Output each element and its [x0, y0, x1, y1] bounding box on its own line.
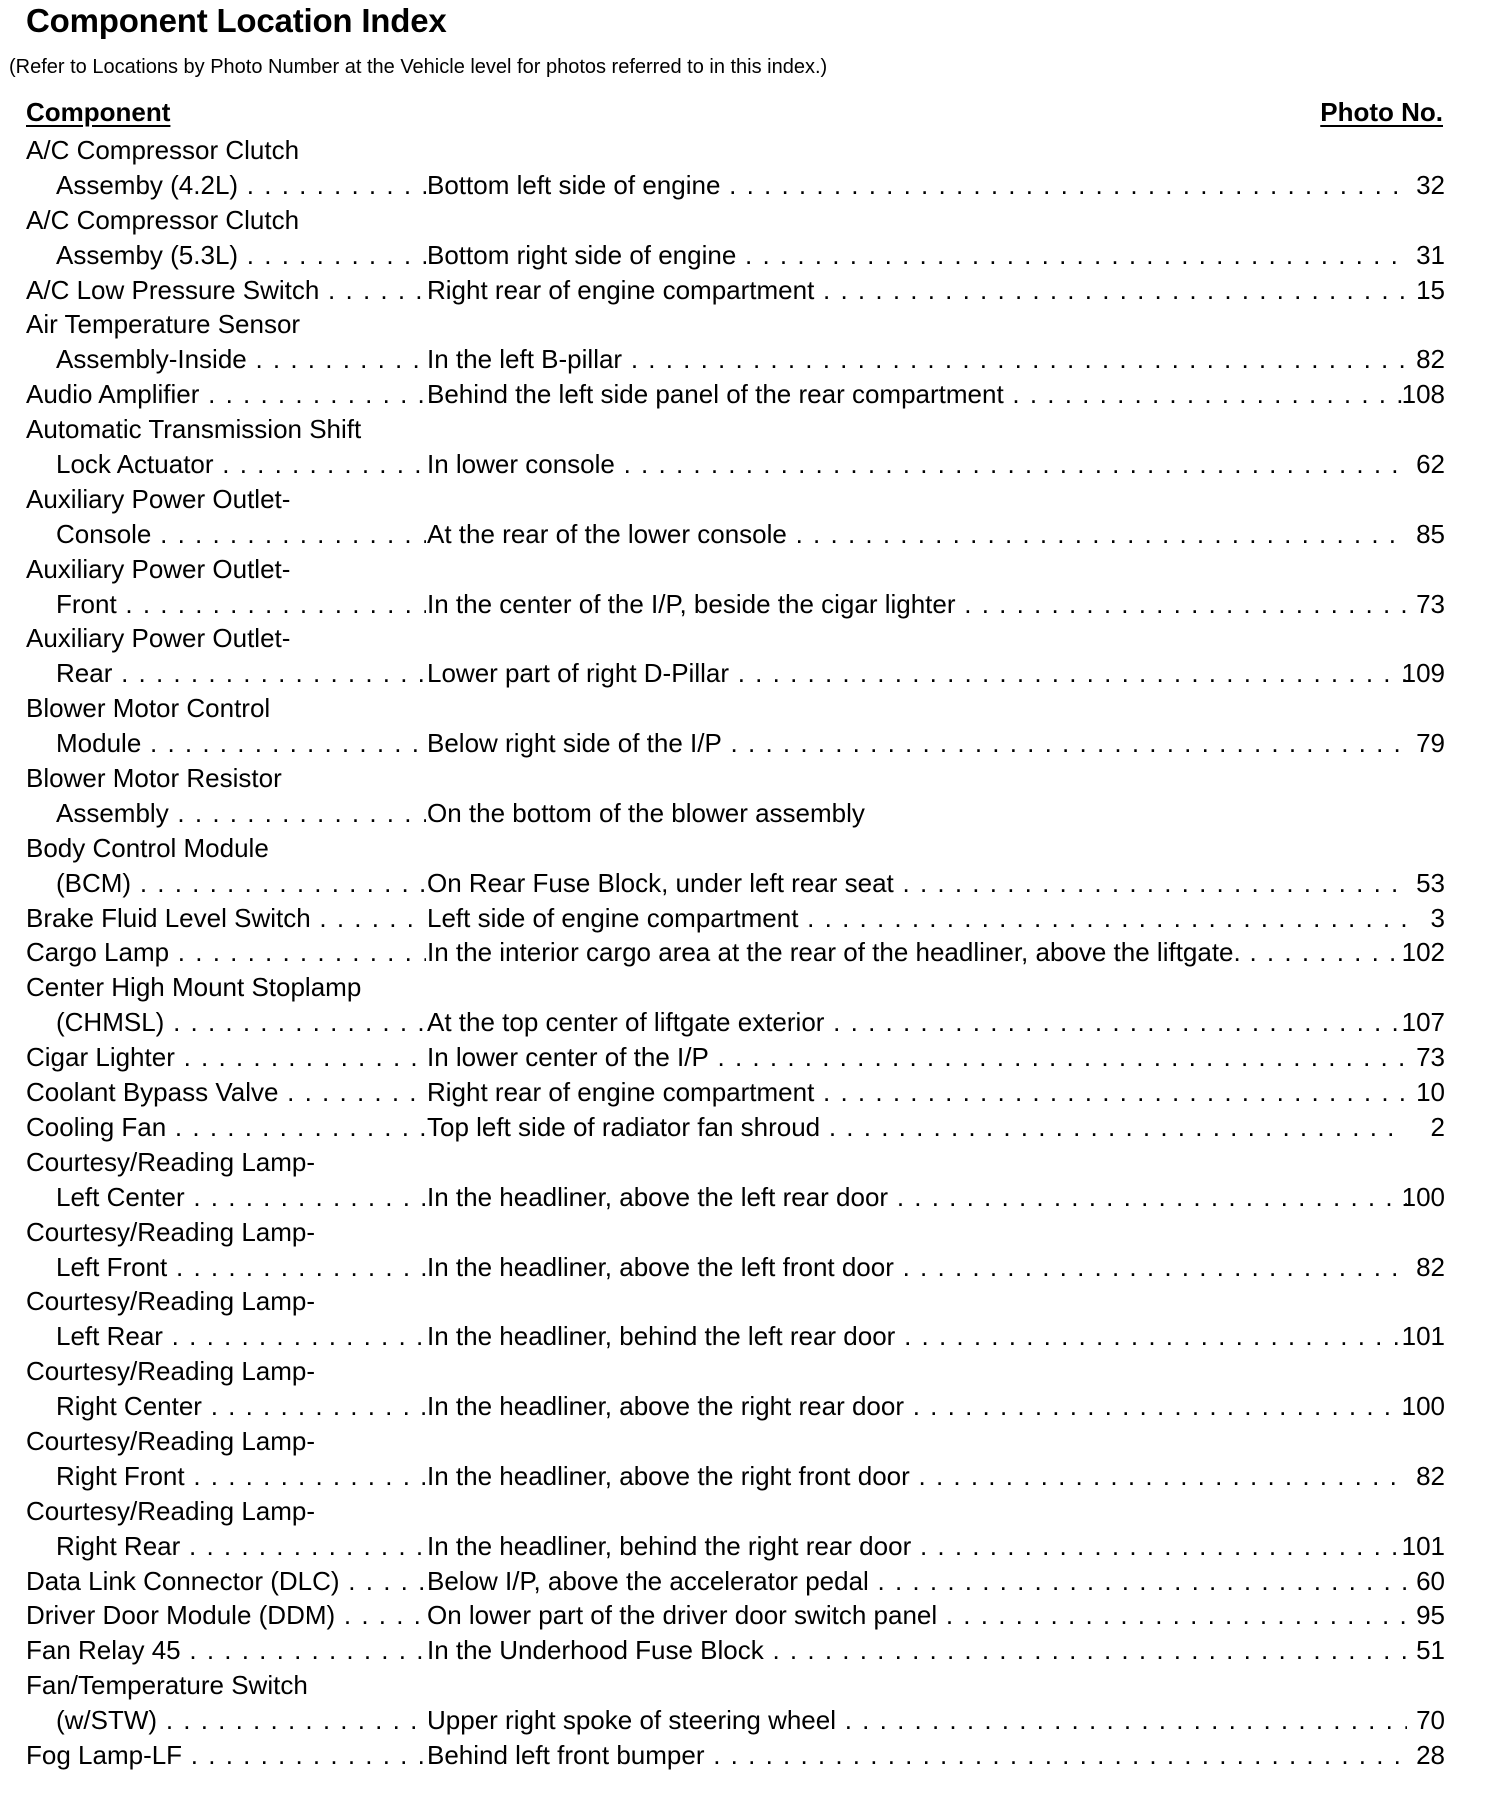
component-name: Right Front . . .	[26, 1459, 426, 1494]
component-name: Auxiliary Power Outlet-	[26, 483, 291, 514]
index-row	[26, 203, 1445, 238]
index-row	[26, 1459, 1445, 1494]
component-name: Right Center . . .	[26, 1389, 426, 1424]
component-location: On lower part of the driver door switch panel . . .	[427, 1598, 1407, 1633]
component-location: Top left side of radiator fan shroud . . .	[427, 1110, 1407, 1145]
component-name: Fan Relay 45 . . .	[26, 1633, 426, 1668]
component-location: In the center of the I/P, beside the cigar lighter . . .	[427, 587, 1407, 622]
index-row	[26, 377, 1445, 412]
index-row	[26, 133, 1445, 168]
component-name: Courtesy/Reading Lamp-	[26, 1356, 316, 1387]
page-title: Component Location Index	[26, 2, 447, 39]
index-row	[26, 1564, 1445, 1599]
component-name: Blower Motor Control	[26, 693, 271, 724]
component-name: Courtesy/Reading Lamp-	[26, 1146, 316, 1177]
page-subtitle: (Refer to Locations by Photo Number at the Vehicle level for photos referred to in this index.)	[9, 56, 828, 78]
photo-number: 95	[1416, 1600, 1445, 1631]
index-row	[26, 307, 1445, 342]
photo-number: 60	[1416, 1565, 1445, 1596]
photo-number: 107	[1401, 1007, 1445, 1038]
photo-number: 101	[1401, 1321, 1445, 1352]
component-name: Rear . . .	[26, 656, 426, 691]
component-location: Lower part of right D-Pillar . . .	[427, 656, 1407, 691]
component-location: In the Underhood Fuse Block . . .	[427, 1633, 1407, 1668]
photo-number: 3	[1430, 902, 1445, 933]
photo-number: 28	[1416, 1739, 1445, 1770]
component-name: Automatic Transmission Shift	[26, 414, 362, 445]
photo-number: 32	[1416, 169, 1445, 200]
component-location: In lower center of the I/P . . .	[427, 1040, 1407, 1075]
component-location: On Rear Fuse Block, under left rear seat . . .	[427, 866, 1407, 901]
column-header-component: Component	[26, 97, 171, 127]
index-row	[26, 1668, 1445, 1703]
component-name: Console . . .	[26, 517, 426, 552]
photo-number: 79	[1416, 728, 1445, 759]
component-location: Bottom left side of engine . . .	[427, 168, 1407, 203]
index-row	[26, 761, 1445, 796]
index-row	[26, 1633, 1445, 1668]
component-location: In the headliner, above the right rear door . . .	[427, 1389, 1407, 1424]
index-row	[26, 726, 1445, 761]
component-location: In the headliner, behind the right rear door . . .	[427, 1529, 1407, 1564]
index-row	[26, 1110, 1445, 1145]
component-name: A/C Low Pressure Switch . . .	[26, 273, 426, 308]
index-row	[26, 866, 1445, 901]
component-name: (CHMSL) . . .	[26, 1005, 426, 1040]
photo-number: 73	[1416, 1042, 1445, 1073]
component-name: Left Center . . .	[26, 1180, 426, 1215]
component-name: Assemby (4.2L) . . .	[26, 168, 426, 203]
index-row	[26, 1145, 1445, 1180]
component-name: Left Rear . . .	[26, 1319, 426, 1354]
component-location: Below right side of the I/P . . .	[427, 726, 1407, 761]
component-name: Driver Door Module (DDM) . . .	[26, 1598, 426, 1633]
component-name: Air Temperature Sensor	[26, 309, 301, 340]
component-location: Left side of engine compartment . . .	[427, 901, 1407, 936]
index-row	[26, 552, 1445, 587]
component-name: Assemby (5.3L) . . .	[26, 238, 426, 273]
photo-number: 82	[1416, 1251, 1445, 1282]
component-name: Cigar Lighter . . .	[26, 1040, 426, 1075]
index-row	[26, 1703, 1445, 1738]
index-row	[26, 587, 1445, 622]
component-name: Auxiliary Power Outlet-	[26, 553, 291, 584]
index-row	[26, 412, 1445, 447]
index-row	[26, 1529, 1445, 1564]
component-name: Courtesy/Reading Lamp-	[26, 1216, 316, 1247]
component-name: Courtesy/Reading Lamp-	[26, 1425, 316, 1456]
component-location: Upper right spoke of steering wheel . . .	[427, 1703, 1407, 1738]
photo-number: 70	[1416, 1705, 1445, 1736]
component-name: (w/STW) . . .	[26, 1703, 426, 1738]
photo-number: 82	[1416, 344, 1445, 375]
component-location: In lower console . . .	[427, 447, 1407, 482]
column-header-photo-no: Photo No.	[1320, 97, 1443, 127]
component-location: In the headliner, above the right front door . . .	[427, 1459, 1407, 1494]
index-row	[26, 656, 1445, 691]
component-name: Courtesy/Reading Lamp-	[26, 1286, 316, 1317]
component-name: Left Front . . .	[26, 1250, 426, 1285]
photo-number: 100	[1401, 1391, 1445, 1422]
component-name: Lock Actuator . . .	[26, 447, 426, 482]
component-name: Brake Fluid Level Switch . . .	[26, 901, 426, 936]
index-row	[26, 1180, 1445, 1215]
photo-number: 15	[1416, 274, 1445, 305]
index-row	[26, 517, 1445, 552]
photo-number: 108	[1401, 379, 1445, 410]
photo-number: 31	[1416, 239, 1445, 270]
index-row	[26, 1250, 1445, 1285]
component-name: (BCM) . . .	[26, 866, 426, 901]
component-location: On the bottom of the blower assembly	[427, 797, 865, 828]
component-location: In the headliner, above the left front door . . .	[427, 1250, 1407, 1285]
photo-number: 62	[1416, 449, 1445, 480]
index-row	[26, 482, 1445, 517]
index-row	[26, 1005, 1445, 1040]
index-row	[26, 621, 1445, 656]
index-row	[26, 691, 1445, 726]
index-row	[26, 901, 1445, 936]
component-name: A/C Compressor Clutch	[26, 135, 300, 165]
component-name: Body Control Module	[26, 832, 269, 863]
index-row	[26, 273, 1445, 308]
component-name: Blower Motor Resistor	[26, 763, 282, 794]
component-location: In the headliner, behind the left rear door . . .	[427, 1319, 1407, 1354]
component-name: Courtesy/Reading Lamp-	[26, 1495, 316, 1526]
photo-number: 53	[1416, 867, 1445, 898]
component-name: Coolant Bypass Valve . . .	[26, 1075, 426, 1110]
index-row	[26, 1598, 1445, 1633]
index-row	[26, 831, 1445, 866]
component-name: Fog Lamp-LF . . .	[26, 1738, 426, 1773]
index-row	[26, 935, 1445, 970]
component-location: Behind the left side panel of the rear compartment . . .	[427, 377, 1407, 412]
index-row	[26, 447, 1445, 482]
component-name: Module . . .	[26, 726, 426, 761]
component-name: A/C Compressor Clutch	[26, 204, 300, 235]
index-row	[26, 1319, 1445, 1354]
component-location: Right rear of engine compartment . . .	[427, 1075, 1407, 1110]
photo-number: 102	[1401, 937, 1445, 968]
component-name: Auxiliary Power Outlet-	[26, 623, 291, 654]
component-name: Assembly-Inside . . .	[26, 342, 426, 377]
index-row	[26, 1075, 1445, 1110]
index-row	[26, 1284, 1445, 1319]
photo-number: 73	[1416, 588, 1445, 619]
photo-number: 10	[1416, 1077, 1445, 1108]
component-index-list	[26, 133, 1445, 1773]
component-name: Assembly . . .	[26, 796, 426, 831]
component-name: Center High Mount Stoplamp	[26, 972, 362, 1003]
index-row	[26, 1354, 1445, 1389]
component-location: Bottom right side of engine . . .	[427, 238, 1407, 273]
photo-number: 109	[1401, 658, 1445, 689]
photo-number: 101	[1401, 1530, 1445, 1561]
component-name: Audio Amplifier . . .	[26, 377, 426, 412]
component-location: Behind left front bumper . . .	[427, 1738, 1407, 1773]
component-name: Cargo Lamp . . .	[26, 935, 426, 970]
index-row	[26, 970, 1445, 1005]
photo-number: 82	[1416, 1460, 1445, 1491]
component-name: Fan/Temperature Switch	[26, 1670, 308, 1701]
index-row	[26, 342, 1445, 377]
index-row	[26, 168, 1445, 203]
index-row	[26, 1389, 1445, 1424]
index-row	[26, 1494, 1445, 1529]
component-name: Cooling Fan . . .	[26, 1110, 426, 1145]
component-location: At the top center of liftgate exterior . . .	[427, 1005, 1407, 1040]
component-name: Data Link Connector (DLC) . . .	[26, 1564, 426, 1599]
photo-number: 2	[1430, 1111, 1445, 1142]
component-location: In the headliner, above the left rear door . . .	[427, 1180, 1407, 1215]
index-row	[26, 1040, 1445, 1075]
component-location: In the interior cargo area at the rear of the headliner, above the liftgate. . . .	[427, 935, 1407, 970]
component-location: In the left B-pillar . . .	[427, 342, 1407, 377]
index-row	[26, 238, 1445, 273]
index-row	[26, 796, 1445, 831]
component-location: At the rear of the lower console . . .	[427, 517, 1407, 552]
component-name: Front . . .	[26, 587, 426, 622]
component-name: Right Rear . . .	[26, 1529, 426, 1564]
component-location: Right rear of engine compartment . . .	[427, 273, 1407, 308]
index-row	[26, 1424, 1445, 1459]
photo-number: 51	[1416, 1635, 1445, 1666]
photo-number: 100	[1401, 1181, 1445, 1212]
index-row	[26, 1738, 1445, 1773]
component-location: Below I/P, above the accelerator pedal . . .	[427, 1564, 1407, 1599]
index-row	[26, 1215, 1445, 1250]
photo-number: 85	[1416, 518, 1445, 549]
